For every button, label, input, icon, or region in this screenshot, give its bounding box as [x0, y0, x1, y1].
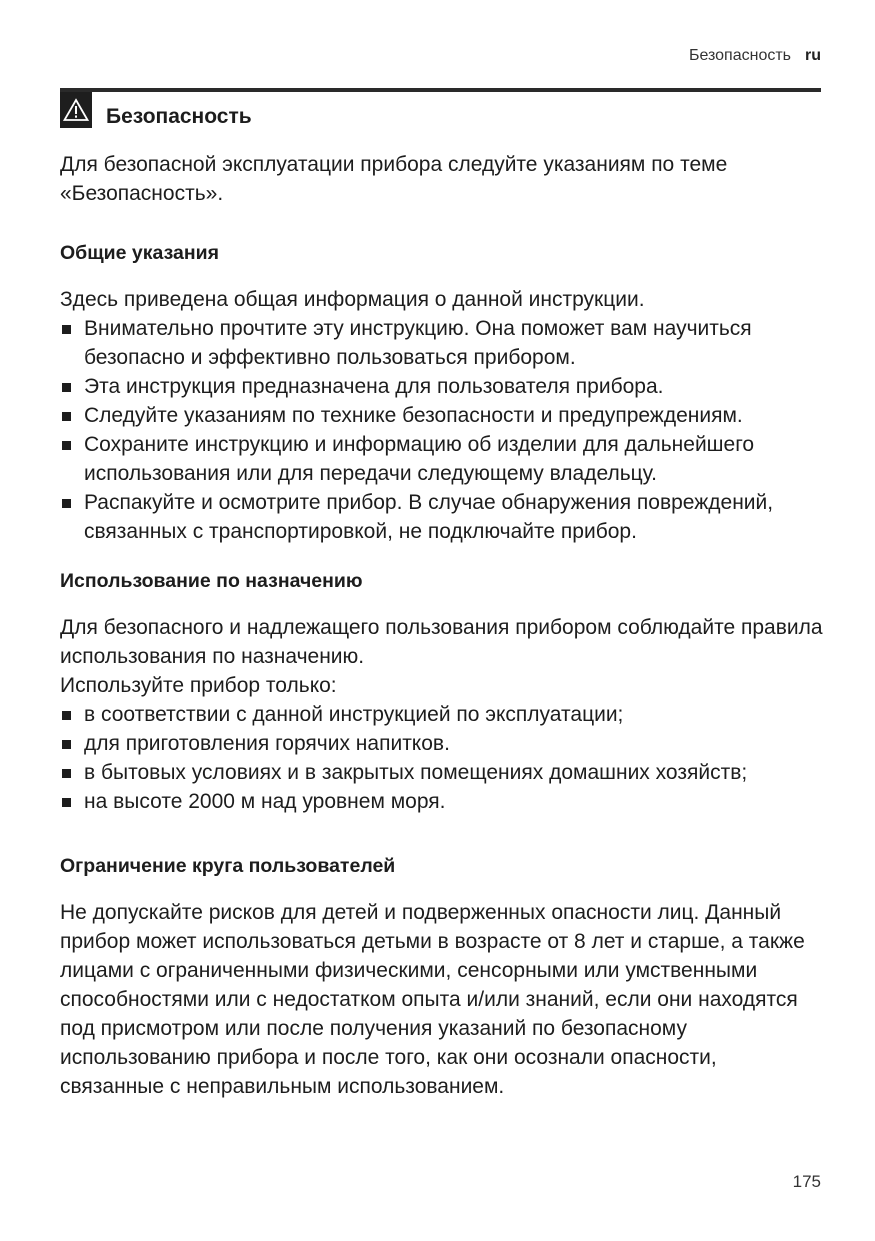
list-item: Эта инструкция предназначена для пользователя прибора.	[60, 372, 825, 401]
list-item: в соответствии с данной инструкцией по эксплуатации;	[60, 700, 825, 729]
list-item: Внимательно прочтите эту инструкцию. Она поможет вам научиться безопасно и эффективно пользоваться прибором.	[60, 314, 825, 372]
intended-use-intro: Для безопасного и надлежащего пользования прибором соблюдайте правила использования по назначению.	[60, 616, 823, 668]
general-list	[60, 314, 825, 546]
restriction-heading: Ограничение круга пользователей	[60, 855, 396, 877]
list-item: Сохраните инструкцию и информацию об изделии для дальнейшего использования или для передачи следующему владельцу.	[60, 430, 825, 488]
intended-use-list	[60, 700, 825, 816]
running-header-section: Безопасность	[688, 47, 791, 64]
list-item: на высоте 2000 м над уровнем моря.	[60, 787, 825, 816]
general-heading: Общие указания	[60, 242, 220, 264]
page-number: 175	[792, 1172, 821, 1191]
intended-use-heading: Использование по назначению	[60, 570, 363, 592]
restriction-text: Не допускайте рисков для детей и подверженных опасности лиц. Данный прибор может использоваться детьми в возрасте от 8 лет и старше, а также лицами с ограниченными физическими, сенсорными или умственными способностями или с недостатком опыта и/или знаний, если они находятся под присмотром или после получения указаний по безопасному использованию прибора и после того, как они осознали опасности, связанные с неправильным использованием.	[60, 901, 805, 1098]
language-code: ru	[805, 47, 821, 64]
section-title: Безопасность	[106, 105, 252, 128]
intended-use-only: Используйте прибор только:	[60, 674, 337, 697]
list-item: для приготовления горячих напитков.	[60, 729, 825, 758]
running-header	[689, 47, 821, 65]
general-intro: Здесь приведена общая информация о данной инструкции.	[60, 288, 645, 311]
section-header	[60, 91, 252, 129]
list-item: в бытовых условиях и в закрытых помещениях домашних хозяйств;	[60, 758, 825, 787]
list-item: Распакуйте и осмотрите прибор. В случае обнаружения повреждений, связанных с транспортировкой, не подключайте прибор.	[60, 488, 825, 546]
section-intro: Для безопасной эксплуатации прибора следуйте указаниям по теме «Безопасность».	[60, 153, 728, 205]
page-content	[60, 150, 825, 1101]
list-item: Следуйте указаниям по технике безопасности и предупреждениям.	[60, 401, 825, 430]
warning-triangle-icon	[60, 92, 92, 128]
